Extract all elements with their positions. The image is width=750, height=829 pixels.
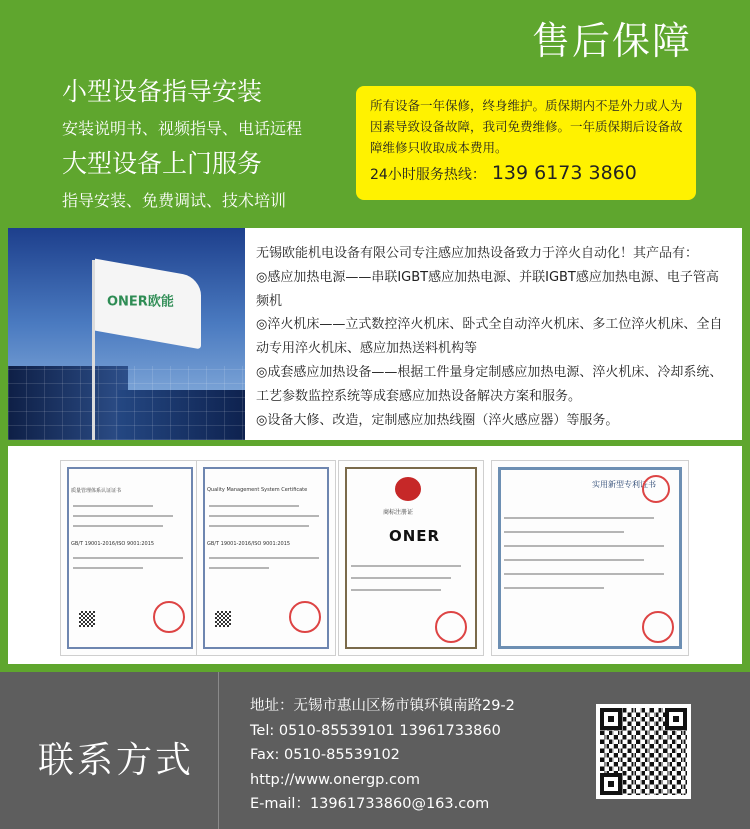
contact-address: 地址：无锡市惠山区杨市镇环镇南路29-2 <box>250 698 515 714</box>
certificates-section <box>0 446 750 672</box>
qr-icon <box>215 611 231 627</box>
seal-icon <box>642 611 674 643</box>
text-line <box>209 567 269 569</box>
service-small-equipment <box>62 72 302 139</box>
company-flag <box>95 259 201 350</box>
text-line <box>504 573 664 575</box>
qr-finder <box>665 708 687 730</box>
seal-icon <box>153 601 185 633</box>
contact-fax: Fax: 0510-85539102 <box>250 747 400 763</box>
company-section <box>0 224 750 446</box>
contact-heading: 联系方式 <box>38 740 195 781</box>
company-flag-photo <box>8 228 245 440</box>
service-large-equipment <box>62 144 286 211</box>
qr-finder <box>600 708 622 730</box>
certificate-quality-cn <box>60 460 200 656</box>
certificate-title: Quality Management System Certificate <box>207 487 308 493</box>
description-line: 无锡欧能机电设备有限公司专注感应加热设备致力于淬火自动化！其产品有： <box>256 246 699 261</box>
hotline-label: 24小时服务热线： <box>370 167 486 183</box>
contact-details <box>250 694 515 817</box>
qr-icon <box>79 611 95 627</box>
text-line <box>209 557 319 559</box>
warranty-text: 所有设备一年保修，终身维护。质保期内不是外力或人为因素导致设备故障，我司免费维修。一年质保期后设备故障维修只收取成本费用。 <box>370 98 683 155</box>
certificate-title: 商标注册证 <box>383 509 414 516</box>
text-line <box>209 515 319 517</box>
service-subtext: 安装说明书、视频指导、电话远程 <box>62 119 303 138</box>
divider <box>218 672 219 829</box>
text-line <box>73 567 143 569</box>
service-heading: 小型设备指导安装 <box>62 77 263 106</box>
text-line <box>504 559 644 561</box>
text-line <box>504 587 604 589</box>
service-subtext: 指导安装、免费调试、技术培训 <box>62 191 287 210</box>
hotline-number[interactable]: 139 6173 3860 <box>491 162 637 184</box>
certificate-trademark <box>338 460 484 656</box>
certificate-quality-en <box>196 460 336 656</box>
national-emblem-icon <box>395 477 421 501</box>
text-line <box>73 515 173 517</box>
certificate-title: 质量管理体系认证证书 <box>71 488 122 494</box>
text-line <box>351 589 441 591</box>
text-line <box>73 525 163 527</box>
qr-code-icon <box>596 704 691 799</box>
contact-website-link[interactable]: http://www.onergp.com <box>250 771 420 788</box>
page-title: 售后保障 <box>531 19 692 63</box>
service-heading: 大型设备上门服务 <box>62 149 263 178</box>
description-line: ◎成套感应加热设备——根据工件量身定制感应加热电源、淬火机床、冷却系统、工艺参数监控系统等成套感应加热设备解决方案和服务。 <box>256 364 723 404</box>
contact-email-link[interactable]: E-mail：13961733860@163.com <box>250 796 490 812</box>
text-line <box>351 565 461 567</box>
hotline <box>370 162 684 184</box>
certificate-standard: GB/T 19001-2016/ISO 9001:2015 <box>71 541 155 547</box>
qr-finder <box>600 773 622 795</box>
text-line <box>209 525 309 527</box>
certificate-patent <box>491 460 689 656</box>
description-line: ◎感应加热电源——串联IGBT感应加热电源、并联IGBT感应加热电源、电子管高频机 <box>256 269 719 309</box>
after-sales-banner <box>0 0 750 224</box>
seal-icon <box>642 475 670 503</box>
description-line: ◎淬火机床——立式数控淬火机床、卧式全自动淬火机床、多工位淬火机床、全自动专用淬火机床、感应加热送料机构等 <box>256 317 723 357</box>
company-description <box>256 242 726 432</box>
building-windows <box>8 366 245 440</box>
certificates-panel <box>8 446 742 664</box>
text-line <box>504 531 624 533</box>
warranty-box <box>356 86 696 200</box>
flag-logo: ONER欧能 <box>107 294 174 310</box>
text-line <box>504 517 654 519</box>
text-line <box>504 545 664 547</box>
description-line: ◎设备大修、改造，定制感应加热线圈（淬火感应器）等服务。 <box>256 412 619 428</box>
text-line <box>351 577 451 579</box>
trademark-logo: ONER <box>389 527 441 545</box>
text-line <box>73 505 153 507</box>
certificate-standard: GB/T 19001-2016/ISO 9001:2015 <box>207 541 291 547</box>
qr-pattern <box>600 708 687 795</box>
text-line <box>209 505 299 507</box>
certificate-title: 实用新型专利证书 <box>592 480 656 489</box>
company-panel <box>8 228 742 440</box>
text-line <box>73 557 183 559</box>
contact-section <box>0 672 750 829</box>
seal-icon <box>435 611 467 643</box>
seal-icon <box>289 601 321 633</box>
contact-tel[interactable]: Tel: 0510-85539101 13961733860 <box>250 722 501 739</box>
